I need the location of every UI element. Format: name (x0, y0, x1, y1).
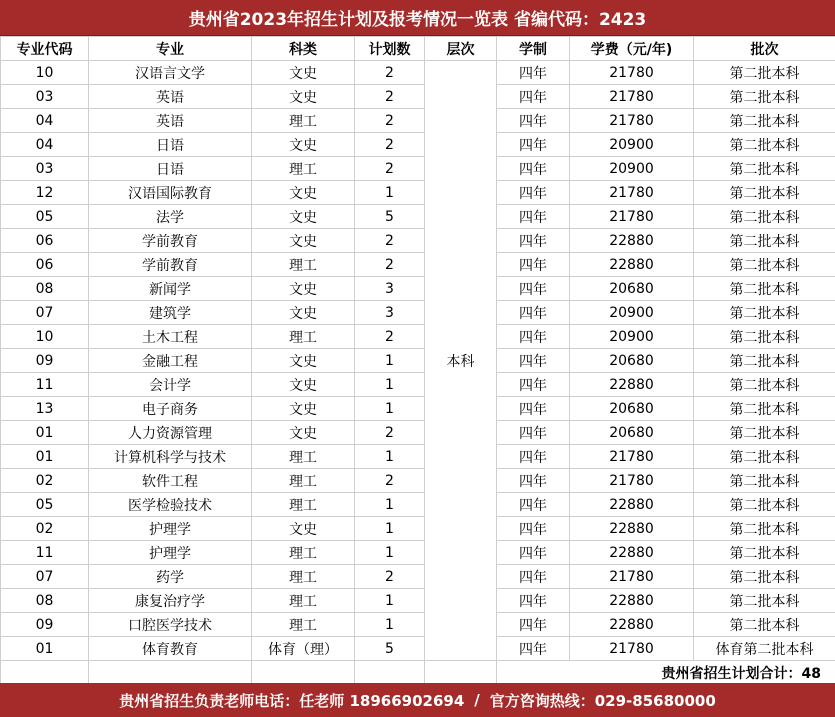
cell-fee: 21780 (570, 109, 694, 133)
cell-category: 理工 (252, 253, 355, 277)
table-row (1, 469, 835, 493)
cell-batch: 第二批本科 (694, 85, 835, 109)
cell-duration: 四年 (497, 589, 570, 613)
cell-category: 理工 (252, 469, 355, 493)
cell-fee: 21780 (570, 637, 694, 661)
cell-code: 06 (1, 229, 89, 253)
cell-category: 文史 (252, 61, 355, 85)
header-duration: 学制 (497, 37, 570, 61)
cell-fee: 21780 (570, 85, 694, 109)
cell-plan: 2 (355, 253, 425, 277)
cell-duration: 四年 (497, 229, 570, 253)
cell-fee: 22880 (570, 229, 694, 253)
cell-duration: 四年 (497, 397, 570, 421)
cell-plan: 2 (355, 109, 425, 133)
cell-plan: 1 (355, 493, 425, 517)
table-row (1, 157, 835, 181)
total-empty-cell (252, 661, 355, 686)
cell-batch: 第二批本科 (694, 445, 835, 469)
cell-duration: 四年 (497, 61, 570, 85)
admission-plan-table (0, 36, 835, 685)
table-row (1, 85, 835, 109)
cell-plan: 2 (355, 565, 425, 589)
cell-category: 理工 (252, 565, 355, 589)
cell-batch: 第二批本科 (694, 229, 835, 253)
table-row (1, 493, 835, 517)
cell-category: 理工 (252, 157, 355, 181)
cell-batch: 第二批本科 (694, 133, 835, 157)
cell-category: 理工 (252, 613, 355, 637)
cell-code: 11 (1, 541, 89, 565)
cell-duration: 四年 (497, 157, 570, 181)
cell-fee: 20900 (570, 133, 694, 157)
cell-fee: 21780 (570, 205, 694, 229)
cell-duration: 四年 (497, 85, 570, 109)
cell-plan: 2 (355, 469, 425, 493)
cell-batch: 第二批本科 (694, 565, 835, 589)
cell-plan: 1 (355, 541, 425, 565)
cell-duration: 四年 (497, 421, 570, 445)
cell-duration: 四年 (497, 637, 570, 661)
cell-plan: 2 (355, 85, 425, 109)
cell-code: 08 (1, 589, 89, 613)
cell-duration: 四年 (497, 613, 570, 637)
cell-fee: 20680 (570, 349, 694, 373)
cell-duration: 四年 (497, 277, 570, 301)
cell-major: 土木工程 (89, 325, 252, 349)
cell-major: 金融工程 (89, 349, 252, 373)
cell-batch: 体育第二批本科 (694, 637, 835, 661)
cell-major: 英语 (89, 109, 252, 133)
cell-fee: 20900 (570, 301, 694, 325)
cell-code: 05 (1, 205, 89, 229)
cell-batch: 第二批本科 (694, 109, 835, 133)
total-empty-cell (355, 661, 425, 686)
cell-category: 文史 (252, 301, 355, 325)
cell-category: 理工 (252, 445, 355, 469)
cell-code: 01 (1, 445, 89, 469)
plan-total: 贵州省招生计划合计：48 (497, 661, 835, 686)
cell-major: 口腔医学技术 (89, 613, 252, 637)
cell-code: 06 (1, 253, 89, 277)
cell-fee: 22880 (570, 541, 694, 565)
cell-major: 英语 (89, 85, 252, 109)
cell-major: 电子商务 (89, 397, 252, 421)
header-level: 层次 (425, 37, 497, 61)
cell-fee: 21780 (570, 565, 694, 589)
cell-code: 09 (1, 349, 89, 373)
table-row (1, 373, 835, 397)
cell-plan: 2 (355, 61, 425, 85)
table-row (1, 109, 835, 133)
cell-batch: 第二批本科 (694, 301, 835, 325)
cell-code: 04 (1, 109, 89, 133)
cell-duration: 四年 (497, 205, 570, 229)
cell-fee: 20680 (570, 277, 694, 301)
cell-plan: 1 (355, 613, 425, 637)
cell-major: 计算机科学与技术 (89, 445, 252, 469)
cell-category: 理工 (252, 493, 355, 517)
contact-footer (0, 683, 835, 717)
cell-code: 02 (1, 469, 89, 493)
contact-phone: 贵州省招生负责老师电话：任老师 18966902694 (119, 691, 465, 710)
table-row (1, 277, 835, 301)
cell-major: 日语 (89, 157, 252, 181)
cell-plan: 2 (355, 229, 425, 253)
cell-plan: 1 (355, 397, 425, 421)
cell-code: 02 (1, 517, 89, 541)
cell-batch: 第二批本科 (694, 253, 835, 277)
cell-batch: 第二批本科 (694, 277, 835, 301)
cell-fee: 22880 (570, 493, 694, 517)
cell-category: 文史 (252, 349, 355, 373)
table-row (1, 205, 835, 229)
cell-major: 人力资源管理 (89, 421, 252, 445)
cell-category: 文史 (252, 373, 355, 397)
total-empty-cell (89, 661, 252, 686)
cell-major: 软件工程 (89, 469, 252, 493)
table-row (1, 133, 835, 157)
cell-fee: 21780 (570, 61, 694, 85)
table-title: 贵州省2023年招生计划及报考情况一览表 省编代码：2423 (0, 0, 835, 36)
cell-major: 日语 (89, 133, 252, 157)
cell-batch: 第二批本科 (694, 493, 835, 517)
cell-duration: 四年 (497, 541, 570, 565)
cell-duration: 四年 (497, 445, 570, 469)
cell-batch: 第二批本科 (694, 205, 835, 229)
table-row (1, 589, 835, 613)
cell-major: 体育教育 (89, 637, 252, 661)
cell-duration: 四年 (497, 517, 570, 541)
cell-plan: 1 (355, 349, 425, 373)
cell-major: 医学检验技术 (89, 493, 252, 517)
cell-fee: 21780 (570, 181, 694, 205)
cell-fee: 20680 (570, 421, 694, 445)
cell-batch: 第二批本科 (694, 373, 835, 397)
cell-code: 08 (1, 277, 89, 301)
cell-code: 12 (1, 181, 89, 205)
cell-fee: 22880 (570, 373, 694, 397)
cell-major: 药学 (89, 565, 252, 589)
cell-category: 文史 (252, 85, 355, 109)
cell-code: 01 (1, 421, 89, 445)
cell-major: 学前教育 (89, 253, 252, 277)
cell-duration: 四年 (497, 493, 570, 517)
table-body (1, 61, 835, 686)
table-row (1, 517, 835, 541)
cell-plan: 5 (355, 637, 425, 661)
footer-separator: / (474, 691, 480, 709)
cell-batch: 第二批本科 (694, 325, 835, 349)
cell-duration: 四年 (497, 133, 570, 157)
cell-major: 建筑学 (89, 301, 252, 325)
cell-plan: 2 (355, 421, 425, 445)
cell-code: 07 (1, 301, 89, 325)
table-row (1, 349, 835, 373)
cell-category: 文史 (252, 517, 355, 541)
cell-category: 文史 (252, 181, 355, 205)
cell-major: 法学 (89, 205, 252, 229)
total-row (1, 661, 835, 686)
table-row (1, 61, 835, 85)
table-row (1, 445, 835, 469)
cell-category: 理工 (252, 325, 355, 349)
table-row (1, 421, 835, 445)
table-row (1, 325, 835, 349)
cell-plan: 2 (355, 157, 425, 181)
cell-duration: 四年 (497, 253, 570, 277)
cell-plan: 1 (355, 181, 425, 205)
cell-duration: 四年 (497, 469, 570, 493)
cell-batch: 第二批本科 (694, 517, 835, 541)
cell-category: 文史 (252, 133, 355, 157)
cell-batch: 第二批本科 (694, 541, 835, 565)
cell-plan: 1 (355, 589, 425, 613)
cell-code: 03 (1, 157, 89, 181)
table-row (1, 253, 835, 277)
cell-major: 康复治疗学 (89, 589, 252, 613)
cell-plan: 3 (355, 277, 425, 301)
cell-major: 学前教育 (89, 229, 252, 253)
cell-plan: 1 (355, 373, 425, 397)
cell-batch: 第二批本科 (694, 157, 835, 181)
cell-batch: 第二批本科 (694, 421, 835, 445)
cell-plan: 2 (355, 325, 425, 349)
header-major: 专业 (89, 37, 252, 61)
header-code: 专业代码 (1, 37, 89, 61)
header-batch: 批次 (694, 37, 835, 61)
cell-batch: 第二批本科 (694, 397, 835, 421)
cell-fee: 22880 (570, 253, 694, 277)
cell-code: 04 (1, 133, 89, 157)
cell-duration: 四年 (497, 565, 570, 589)
table-row (1, 397, 835, 421)
table-row (1, 301, 835, 325)
total-empty-cell (425, 661, 497, 686)
header-row (1, 37, 835, 61)
cell-duration: 四年 (497, 301, 570, 325)
total-empty-cell (1, 661, 89, 686)
cell-code: 09 (1, 613, 89, 637)
cell-batch: 第二批本科 (694, 613, 835, 637)
cell-fee: 20900 (570, 325, 694, 349)
cell-batch: 第二批本科 (694, 61, 835, 85)
cell-category: 理工 (252, 589, 355, 613)
table-row (1, 181, 835, 205)
cell-major: 汉语国际教育 (89, 181, 252, 205)
cell-code: 05 (1, 493, 89, 517)
cell-fee: 21780 (570, 445, 694, 469)
cell-category: 理工 (252, 541, 355, 565)
cell-fee: 20900 (570, 157, 694, 181)
cell-batch: 第二批本科 (694, 181, 835, 205)
cell-major: 会计学 (89, 373, 252, 397)
cell-plan: 1 (355, 517, 425, 541)
cell-code: 10 (1, 61, 89, 85)
table-row (1, 229, 835, 253)
cell-code: 03 (1, 85, 89, 109)
cell-code: 10 (1, 325, 89, 349)
header-plan: 计划数 (355, 37, 425, 61)
cell-batch: 第二批本科 (694, 349, 835, 373)
header-fee: 学费（元/年) (570, 37, 694, 61)
cell-level: 本科 (425, 61, 497, 661)
cell-fee: 22880 (570, 517, 694, 541)
cell-major: 护理学 (89, 541, 252, 565)
cell-fee: 22880 (570, 589, 694, 613)
cell-duration: 四年 (497, 349, 570, 373)
table-row (1, 565, 835, 589)
cell-major: 护理学 (89, 517, 252, 541)
cell-plan: 2 (355, 133, 425, 157)
cell-code: 11 (1, 373, 89, 397)
cell-category: 理工 (252, 109, 355, 133)
cell-duration: 四年 (497, 373, 570, 397)
cell-category: 文史 (252, 421, 355, 445)
cell-fee: 21780 (570, 469, 694, 493)
cell-plan: 3 (355, 301, 425, 325)
cell-batch: 第二批本科 (694, 589, 835, 613)
cell-duration: 四年 (497, 325, 570, 349)
cell-plan: 5 (355, 205, 425, 229)
cell-duration: 四年 (497, 109, 570, 133)
cell-category: 文史 (252, 205, 355, 229)
table-row (1, 541, 835, 565)
cell-code: 13 (1, 397, 89, 421)
cell-plan: 1 (355, 445, 425, 469)
table-row (1, 637, 835, 661)
cell-category: 文史 (252, 397, 355, 421)
cell-major: 新闻学 (89, 277, 252, 301)
cell-code: 01 (1, 637, 89, 661)
cell-code: 07 (1, 565, 89, 589)
cell-fee: 22880 (570, 613, 694, 637)
header-category: 科类 (252, 37, 355, 61)
consult-hotline: 官方咨询热线：029-85680000 (489, 691, 716, 710)
cell-category: 体育（理） (252, 637, 355, 661)
cell-batch: 第二批本科 (694, 469, 835, 493)
table-row (1, 613, 835, 637)
cell-major: 汉语言文学 (89, 61, 252, 85)
cell-duration: 四年 (497, 181, 570, 205)
cell-category: 文史 (252, 277, 355, 301)
cell-category: 文史 (252, 229, 355, 253)
cell-fee: 20680 (570, 397, 694, 421)
